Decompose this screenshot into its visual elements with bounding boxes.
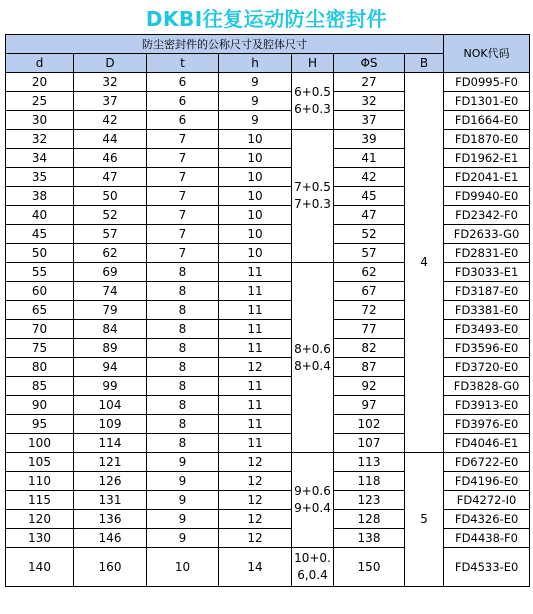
- cell-h: 10: [219, 187, 292, 206]
- cell-h: 9: [219, 111, 292, 130]
- H-tolerance-line: 6,0.4: [297, 568, 328, 582]
- table-row: [6, 320, 530, 339]
- cell-phiS: 138: [334, 529, 405, 548]
- cell-h: 10: [219, 225, 292, 244]
- cell-h: 12: [219, 358, 292, 377]
- cell-D: 46: [74, 149, 147, 168]
- cell-phiS: 32: [334, 92, 405, 111]
- table-row: [6, 377, 530, 396]
- cell-h: 11: [219, 339, 292, 358]
- cell-D: 114: [74, 434, 147, 453]
- cell-nok-code: FD3720-E0: [444, 358, 530, 377]
- cell-d: 140: [6, 548, 74, 587]
- cell-phiS: 39: [334, 130, 405, 149]
- cell-phiS: 97: [334, 396, 405, 415]
- cell-t: 8: [147, 377, 219, 396]
- cell-nok-code: FD3596-E0: [444, 339, 530, 358]
- cell-phiS: 123: [334, 491, 405, 510]
- cell-D: 109: [74, 415, 147, 434]
- cell-D: 89: [74, 339, 147, 358]
- table-row: [6, 510, 530, 529]
- cell-B: 5: [405, 453, 444, 587]
- cell-t: 8: [147, 358, 219, 377]
- table-row: [6, 548, 530, 587]
- cell-h: 12: [219, 529, 292, 548]
- col-header-phiS: ΦS: [334, 54, 405, 73]
- cell-d: 90: [6, 396, 74, 415]
- table-row: [6, 453, 530, 472]
- cell-D: 126: [74, 472, 147, 491]
- cell-D: 37: [74, 92, 147, 111]
- cell-h: 12: [219, 491, 292, 510]
- cell-t: 6: [147, 111, 219, 130]
- table-row: [6, 263, 530, 282]
- cell-phiS: 47: [334, 206, 405, 225]
- cell-H: [292, 73, 334, 130]
- cell-phiS: 113: [334, 453, 405, 472]
- cell-d: 95: [6, 415, 74, 434]
- table-row: [6, 130, 530, 149]
- table-row: [6, 491, 530, 510]
- cell-t: 7: [147, 225, 219, 244]
- nok-code-header: NOK代码: [444, 35, 530, 73]
- cell-h: 10: [219, 168, 292, 187]
- cell-h: 11: [219, 282, 292, 301]
- cell-t: 7: [147, 130, 219, 149]
- cell-phiS: 87: [334, 358, 405, 377]
- table-row: [6, 339, 530, 358]
- cell-nok-code: FD3913-E0: [444, 396, 530, 415]
- cell-t: 8: [147, 263, 219, 282]
- cell-d: 38: [6, 187, 74, 206]
- table-row: [6, 396, 530, 415]
- cell-nok-code: FD2342-F0: [444, 206, 530, 225]
- table-row: [6, 472, 530, 491]
- cell-t: 6: [147, 92, 219, 111]
- cell-d: 115: [6, 491, 74, 510]
- cell-H: [292, 263, 334, 453]
- cell-nok-code: FD4272-I0: [444, 491, 530, 510]
- cell-t: 8: [147, 396, 219, 415]
- table-row: [6, 206, 530, 225]
- cell-h: 12: [219, 453, 292, 472]
- cell-t: 7: [147, 244, 219, 263]
- cell-h: 12: [219, 472, 292, 491]
- cell-d: 20: [6, 73, 74, 92]
- cell-nok-code: FD1962-E1: [444, 149, 530, 168]
- cell-D: 84: [74, 320, 147, 339]
- table-body: [6, 73, 530, 587]
- table-row: [6, 187, 530, 206]
- cell-B: 4: [405, 73, 444, 453]
- cell-nok-code: FD4533-E0: [444, 548, 530, 587]
- cell-D: 32: [74, 73, 147, 92]
- cell-t: 9: [147, 491, 219, 510]
- cell-d: 35: [6, 168, 74, 187]
- cell-d: 85: [6, 377, 74, 396]
- cell-t: 7: [147, 206, 219, 225]
- cell-phiS: 107: [334, 434, 405, 453]
- H-tolerance-line: 9+0.6: [294, 484, 331, 498]
- cell-d: 120: [6, 510, 74, 529]
- nominal-size-header: 防尘密封件的公称尺寸及腔体尺寸: [6, 35, 444, 54]
- cell-nok-code: FD4326-E0: [444, 510, 530, 529]
- cell-t: 9: [147, 510, 219, 529]
- table-row: [6, 244, 530, 263]
- cell-phiS: 57: [334, 244, 405, 263]
- cell-phiS: 150: [334, 548, 405, 587]
- cell-D: 42: [74, 111, 147, 130]
- cell-nok-code: FD3381-E0: [444, 301, 530, 320]
- cell-d: 65: [6, 301, 74, 320]
- H-tolerance-line: 7+0.5: [294, 180, 331, 194]
- cell-nok-code: FD3033-E1: [444, 263, 530, 282]
- cell-H: [292, 453, 334, 548]
- cell-D: 121: [74, 453, 147, 472]
- cell-phiS: 102: [334, 415, 405, 434]
- cell-D: 79: [74, 301, 147, 320]
- cell-h: 10: [219, 206, 292, 225]
- cell-nok-code: FD4438-F0: [444, 529, 530, 548]
- cell-d: 105: [6, 453, 74, 472]
- cell-nok-code: FD3828-G0: [444, 377, 530, 396]
- cell-t: 9: [147, 529, 219, 548]
- cell-nok-code: FD4046-E1: [444, 434, 530, 453]
- cell-nok-code: FD2831-E0: [444, 244, 530, 263]
- col-header-h: h: [219, 54, 292, 73]
- cell-d: 50: [6, 244, 74, 263]
- cell-d: 100: [6, 434, 74, 453]
- cell-d: 60: [6, 282, 74, 301]
- cell-t: 10: [147, 548, 219, 587]
- cell-d: 40: [6, 206, 74, 225]
- table-row: [6, 73, 530, 92]
- page-title: DKBI往复运动防尘密封件: [145, 7, 388, 31]
- cell-d: 25: [6, 92, 74, 111]
- cell-D: 146: [74, 529, 147, 548]
- cell-d: 110: [6, 472, 74, 491]
- cell-h: 10: [219, 130, 292, 149]
- cell-t: 8: [147, 415, 219, 434]
- cell-t: 7: [147, 149, 219, 168]
- cell-nok-code: FD1870-E0: [444, 130, 530, 149]
- cell-H: [292, 130, 334, 263]
- cell-phiS: 128: [334, 510, 405, 529]
- cell-phiS: 41: [334, 149, 405, 168]
- cell-phiS: 52: [334, 225, 405, 244]
- cell-d: 70: [6, 320, 74, 339]
- cell-D: 47: [74, 168, 147, 187]
- H-tolerance-line: 9+0.4: [294, 501, 331, 515]
- cell-d: 45: [6, 225, 74, 244]
- cell-D: 69: [74, 263, 147, 282]
- H-tolerance-line: 10+0.: [294, 551, 331, 565]
- cell-t: 8: [147, 434, 219, 453]
- cell-t: 7: [147, 168, 219, 187]
- table-row: [6, 301, 530, 320]
- cell-D: 52: [74, 206, 147, 225]
- cell-h: 11: [219, 263, 292, 282]
- cell-h: 9: [219, 92, 292, 111]
- cell-phiS: 27: [334, 73, 405, 92]
- cell-nok-code: FD6722-E0: [444, 453, 530, 472]
- H-tolerance-line: 7+0.3: [294, 197, 331, 211]
- cell-H: [292, 548, 334, 587]
- cell-t: 9: [147, 472, 219, 491]
- table-row: [6, 415, 530, 434]
- cell-h: 11: [219, 396, 292, 415]
- cell-h: 11: [219, 320, 292, 339]
- cell-nok-code: FD3493-E0: [444, 320, 530, 339]
- cell-d: 34: [6, 149, 74, 168]
- table-row: [6, 282, 530, 301]
- cell-h: 11: [219, 434, 292, 453]
- cell-phiS: 77: [334, 320, 405, 339]
- cell-nok-code: FD9940-E0: [444, 187, 530, 206]
- table-row: [6, 358, 530, 377]
- cell-phiS: 118: [334, 472, 405, 491]
- table-row: [6, 149, 530, 168]
- cell-d: 80: [6, 358, 74, 377]
- cell-t: 8: [147, 282, 219, 301]
- table-row: [6, 225, 530, 244]
- cell-nok-code: FD0995-F0: [444, 73, 530, 92]
- cell-phiS: 82: [334, 339, 405, 358]
- col-header-D: D: [74, 54, 147, 73]
- cell-phiS: 67: [334, 282, 405, 301]
- cell-D: 136: [74, 510, 147, 529]
- cell-t: 6: [147, 73, 219, 92]
- cell-nok-code: FD1301-E0: [444, 92, 530, 111]
- H-tolerance-line: 8+0.6: [294, 341, 331, 356]
- cell-D: 44: [74, 130, 147, 149]
- cell-D: 104: [74, 396, 147, 415]
- cell-phiS: 37: [334, 111, 405, 130]
- cell-D: 57: [74, 225, 147, 244]
- H-tolerance-line: 8+0.4: [294, 358, 331, 373]
- H-tolerance-line: 6+0.3: [294, 102, 331, 116]
- cell-phiS: 42: [334, 168, 405, 187]
- cell-phiS: 45: [334, 187, 405, 206]
- cell-d: 130: [6, 529, 74, 548]
- cell-phiS: 62: [334, 263, 405, 282]
- cell-t: 9: [147, 453, 219, 472]
- cell-nok-code: FD4196-E0: [444, 472, 530, 491]
- cell-d: 30: [6, 111, 74, 130]
- cell-t: 8: [147, 339, 219, 358]
- cell-nok-code: FD3187-E0: [444, 282, 530, 301]
- cell-phiS: 92: [334, 377, 405, 396]
- col-header-t: t: [147, 54, 219, 73]
- cell-nok-code: FD2633-G0: [444, 225, 530, 244]
- cell-D: 131: [74, 491, 147, 510]
- cell-D: 50: [74, 187, 147, 206]
- cell-h: 9: [219, 73, 292, 92]
- cell-d: 32: [6, 130, 74, 149]
- table-row: [6, 434, 530, 453]
- cell-D: 62: [74, 244, 147, 263]
- cell-h: 11: [219, 377, 292, 396]
- col-header-H: H: [292, 54, 334, 73]
- cell-D: 160: [74, 548, 147, 587]
- dust-seal-spec-table: [5, 34, 530, 587]
- cell-nok-code: FD2041-E1: [444, 168, 530, 187]
- cell-D: 99: [74, 377, 147, 396]
- cell-nok-code: FD3976-E0: [444, 415, 530, 434]
- table-row: [6, 529, 530, 548]
- table-row: [6, 111, 530, 130]
- cell-h: 10: [219, 244, 292, 263]
- cell-h: 14: [219, 548, 292, 587]
- cell-D: 74: [74, 282, 147, 301]
- cell-t: 8: [147, 320, 219, 339]
- cell-t: 8: [147, 301, 219, 320]
- table-row: [6, 168, 530, 187]
- col-header-d: d: [6, 54, 74, 73]
- cell-h: 12: [219, 510, 292, 529]
- cell-h: 10: [219, 149, 292, 168]
- col-header-B: B: [405, 54, 444, 73]
- cell-t: 7: [147, 187, 219, 206]
- cell-d: 75: [6, 339, 74, 358]
- cell-nok-code: FD1664-E0: [444, 111, 530, 130]
- H-tolerance-line: 6+0.5: [294, 85, 331, 99]
- cell-D: 94: [74, 358, 147, 377]
- table-row: [6, 92, 530, 111]
- cell-d: 55: [6, 263, 74, 282]
- cell-phiS: 72: [334, 301, 405, 320]
- cell-h: 11: [219, 415, 292, 434]
- cell-h: 11: [219, 301, 292, 320]
